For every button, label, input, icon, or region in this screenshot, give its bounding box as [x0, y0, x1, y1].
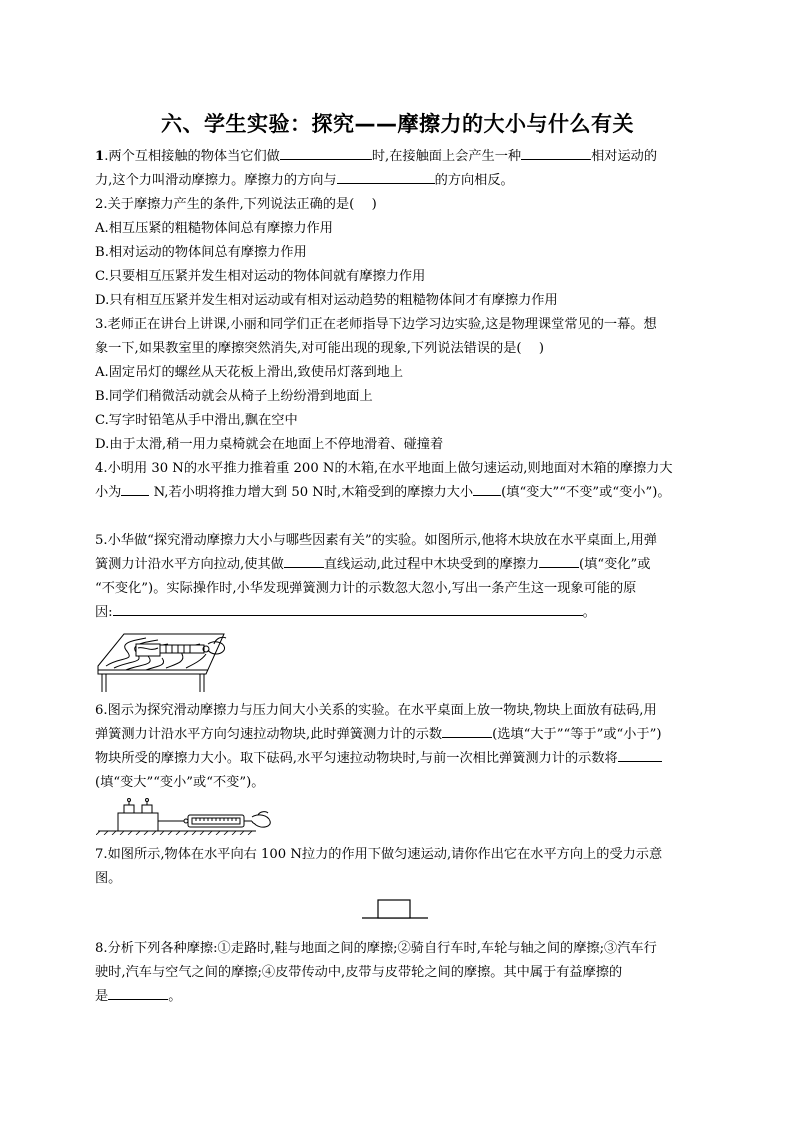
q8-text: 。	[168, 989, 182, 1004]
question-8	[95, 937, 700, 1009]
question-6	[95, 699, 700, 795]
question-3	[95, 313, 700, 457]
q6-text: 物块所受的摩擦力大小。取下砝码,水平匀速拉动物块时,与前一次相比弹簧测力计的示数将	[95, 751, 618, 766]
q7-text: 图。	[95, 871, 122, 886]
q6-text: (选填“大于”“等于”或“小于”)	[492, 727, 662, 742]
q5-text: 5.小华做“探究滑动摩擦力大小与哪些因素有关”的实验。如图所示,他将木块放在水平桌面上,用弹	[95, 533, 657, 548]
answer-blank[interactable]	[473, 481, 501, 496]
q8-text: 8.分析下列各种摩擦:①走路时,鞋与地面之间的摩擦;②骑自行车时,车轮与轴之间的摩擦;③汽车行	[95, 941, 657, 956]
option-d[interactable]: D.只有相互压紧并发生相对运动或有相对运动趋势的粗糙物体间才有摩擦力作用	[95, 293, 558, 308]
answer-blank[interactable]	[539, 553, 579, 568]
q6-text: 6.图示为探究滑动摩擦力与压力间大小关系的实验。在水平桌面上放一物块,物块上面放有砝码,用	[95, 703, 657, 718]
q1-text: 时,在接触面上会产生一种	[371, 149, 522, 164]
q3-stem: 3.老师正在讲台上讲课,小丽和同学们正在老师指导下边学习边实验,这是物理课堂常见的一幕。想	[95, 317, 657, 332]
question-7	[95, 843, 700, 891]
answer-blank[interactable]	[337, 169, 435, 184]
q4-text: 小为	[95, 485, 122, 500]
option-a[interactable]: A.固定吊灯的螺丝从天花板上滑出,致使吊灯落到地上	[95, 365, 404, 380]
answer-blank[interactable]	[284, 553, 324, 568]
q4-text: (填“变大”“不变”或“变小”)。	[501, 485, 671, 500]
q5-text: 直线运动,此过程中木块受到的摩擦力	[323, 557, 540, 572]
option-d[interactable]: D.由于太滑,稍一用力桌椅就会在地面上不停地滑着、碰撞着	[95, 437, 444, 452]
option-b[interactable]: B.同学们稍微活动就会从椅子上纷纷滑到地面上	[95, 389, 373, 404]
q3-stem: 象一下,如果教室里的摩擦突然消失,对可能出现的现象,下列说法错误的是( )	[95, 341, 545, 356]
page-title: 六、学生实验：探究——摩擦力的大小与什么有关	[161, 112, 634, 136]
q5-figure	[96, 626, 236, 694]
q1-text: .两个互相接触的物体当它们做	[104, 149, 280, 164]
question-2	[95, 193, 700, 313]
q8-text: 驶时,汽车与空气之间的摩擦;④皮带传动中,皮带与皮带轮之间的摩擦。其中属于有益摩擦的	[95, 965, 623, 980]
answer-blank[interactable]	[113, 601, 583, 616]
answer-blank[interactable]	[108, 985, 168, 1000]
q6-text: (填“变大”“变小”或“不变”)。	[95, 775, 265, 790]
answer-blank[interactable]	[521, 145, 591, 160]
answer-blank[interactable]	[280, 145, 372, 160]
q5-text: “不变化”)。实际操作时,小华发现弹簧测力计的示数忽大忽小,写出一条产生这一现象可能的原	[95, 581, 637, 596]
q7-text: 7.如图所示,物体在水平向右 100 N拉力的作用下做匀速运动,请你作出它在水平方向上的受力示意	[95, 847, 663, 862]
q5-text: 因:	[95, 605, 113, 620]
q4-text: N,若小明将推力增大到 50 N时,木箱受到的摩擦力大小	[149, 485, 474, 500]
question-1	[95, 145, 700, 193]
q5-text: 。	[582, 605, 596, 620]
q6-text: 弹簧测力计沿水平方向匀速拉动物块,此时弹簧测力计的示数	[95, 727, 443, 742]
question-5	[95, 529, 700, 625]
q1-text: 相对运动的	[591, 149, 658, 164]
q8-text: 是	[95, 989, 109, 1004]
q5-text: 簧测力计沿水平方向拉动,使其做	[95, 557, 284, 572]
answer-blank[interactable]	[618, 747, 662, 762]
answer-blank[interactable]	[121, 481, 149, 496]
question-number: 1	[95, 149, 105, 164]
answer-blank[interactable]	[442, 723, 492, 738]
option-c[interactable]: C.只要相互压紧并发生相对运动的物体间就有摩擦力作用	[95, 269, 426, 284]
q7-figure	[360, 896, 430, 922]
option-c[interactable]: C.写字时铅笔从手中滑出,飘在空中	[95, 413, 298, 428]
option-a[interactable]: A.相互压紧的粗糙物体间总有摩擦力作用	[95, 221, 333, 236]
q1-text: 的方向相反。	[434, 173, 514, 188]
q4-text: 4.小明用 30 N的水平推力推着重 200 N的木箱,在水平地面上做匀速运动,则地面对木箱的摩擦力大	[95, 461, 673, 476]
q1-text: 力,这个力叫滑动摩擦力。摩擦力的方向与	[95, 173, 337, 188]
question-4	[95, 457, 700, 505]
q2-stem: 2.关于摩擦力产生的条件,下列说法正确的是( )	[95, 197, 377, 212]
q5-text: (填“变化”或	[579, 557, 651, 572]
option-b[interactable]: B.相对运动的物体间总有摩擦力作用	[95, 245, 307, 260]
q6-figure	[96, 795, 276, 835]
